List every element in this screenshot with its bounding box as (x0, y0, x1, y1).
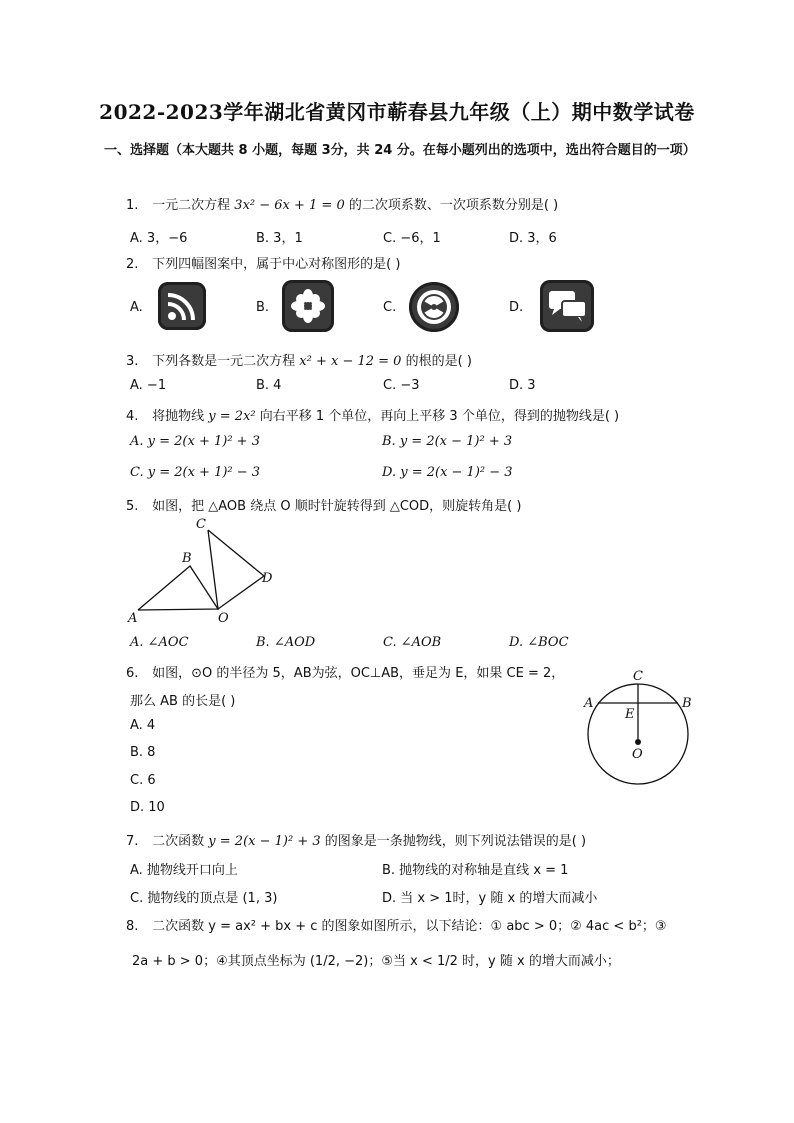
label-c: C (196, 517, 206, 532)
label-d: D (262, 571, 273, 586)
option-d: D. 3 (509, 378, 536, 393)
option-c: C. ∠AOB (383, 635, 442, 650)
question-8-line2: 2a + b > 0；④其顶点坐标为 (1/2, −2)；⑤当 x < 1/2 时，y 随 x 的增大而减小； (132, 954, 620, 969)
label-a: A (584, 696, 594, 711)
radiation-icon (409, 282, 459, 332)
label-b: B (682, 696, 692, 711)
option-b: B. (256, 300, 270, 315)
circle-figure (578, 666, 698, 790)
option-b: B. ∠AOD (256, 635, 316, 650)
equation: x² + x − 12 = 0 (299, 354, 402, 369)
equation: y = 2x² (208, 409, 256, 424)
option-d: D. y = 2(x − 1)² − 3 (382, 465, 513, 480)
chat-bubbles-icon (540, 280, 594, 332)
question-text: 下列四幅图案中，属于中心对称图形的是( ) (152, 257, 401, 272)
question-number: 3. (126, 354, 139, 369)
question-6-line2: 那么 AB 的长是( ) (130, 694, 236, 709)
question-number: 8. (126, 919, 139, 934)
label-o: O (632, 747, 643, 762)
option-b: B. 4 (256, 378, 282, 393)
question-1 (126, 194, 558, 213)
option-a: A. (130, 300, 143, 315)
option-b: B. 抛物线的对称轴是直线 x = 1 (382, 863, 569, 878)
question-number: 6. (126, 666, 139, 681)
question-7 (126, 830, 586, 849)
option-a: A. 4 (130, 718, 156, 733)
option-c: C. (383, 300, 397, 315)
question-6 (126, 662, 564, 681)
question-text: 一元二次方程 (152, 198, 231, 213)
label-e: E (625, 707, 635, 722)
rss-icon (158, 282, 206, 330)
option-d: D. 当 x > 1时，y 随 x 的增大而减小 (382, 891, 598, 906)
option-c: C. −3 (383, 378, 420, 393)
label-c: C (633, 669, 643, 684)
option-a: A. y = 2(x + 1)² + 3 (130, 434, 260, 449)
question-8 (126, 915, 667, 934)
option-b: B. 3，1 (256, 231, 303, 246)
equation: 3x² − 6x + 1 = 0 (234, 198, 345, 213)
option-c: C. 抛物线的顶点是 (1, 3) (130, 891, 278, 906)
question-4 (126, 405, 619, 424)
label-o: O (218, 611, 229, 626)
label-b: B (182, 551, 192, 566)
flower-icon (282, 280, 334, 332)
option-d: D. 10 (130, 800, 165, 815)
question-number: 4. (126, 409, 139, 424)
option-d: D. (509, 300, 524, 315)
question-number: 2. (126, 257, 139, 272)
option-a: A. ∠AOC (130, 635, 189, 650)
question-text: 的图象是一条抛物线，则下列说法错误的是( ) (324, 834, 587, 849)
section-heading: 一、选择题（本大题共 8 小题，每题 3分，共 24 分。在每小题列出的选项中，选出符合题目的一项） (104, 143, 696, 158)
option-c: C. y = 2(x + 1)² − 3 (130, 465, 261, 480)
option-a: A. −1 (130, 378, 167, 393)
question-3 (126, 350, 472, 369)
label-a: A (128, 611, 138, 626)
option-a: A. 抛物线开口向上 (130, 863, 238, 878)
question-text: 的二次项系数、一次项系数分别是( ) (348, 198, 559, 213)
question-number: 5. (126, 499, 139, 514)
option-b: B. 8 (130, 745, 156, 760)
question-5 (126, 495, 521, 514)
option-c: C. −6，1 (383, 231, 441, 246)
question-2 (126, 253, 400, 272)
question-text: 向右平移 1 个单位，再向上平移 3 个单位，得到的抛物线是( ) (259, 409, 620, 424)
option-b: B. y = 2(x − 1)² + 3 (382, 434, 513, 449)
equation: y = 2(x − 1)² + 3 (208, 834, 321, 849)
question-number: 1. (126, 198, 139, 213)
rotation-figure (126, 514, 286, 626)
question-text: 二次函数 y = ax² + bx + c 的图象如图所示，以下结论：① abc > 0；② 4ac < b²；③ (152, 919, 667, 934)
option-d: D. 3，6 (509, 231, 557, 246)
question-number: 7. (126, 834, 139, 849)
question-text: 二次函数 (152, 834, 205, 849)
page-title: 2022-2023学年湖北省黄冈市蕲春县九年级（上）期中数学试卷 (99, 100, 695, 124)
question-text: 下列各数是一元二次方程 (152, 354, 296, 369)
option-d: D. ∠BOC (509, 635, 569, 650)
option-a: A. 3，−6 (130, 231, 188, 246)
question-text: 的根的是( ) (405, 354, 472, 369)
question-text: 将抛物线 (152, 409, 205, 424)
question-text: 如图，⊙O 的半径为 5，AB为弦，OC⊥AB，垂足为 E，如果 CE = 2， (152, 666, 565, 681)
option-c: C. 6 (130, 773, 156, 788)
question-text: 如图，把 △AOB 绕点 O 顺时针旋转得到 △COD，则旋转角是( ) (152, 499, 522, 514)
